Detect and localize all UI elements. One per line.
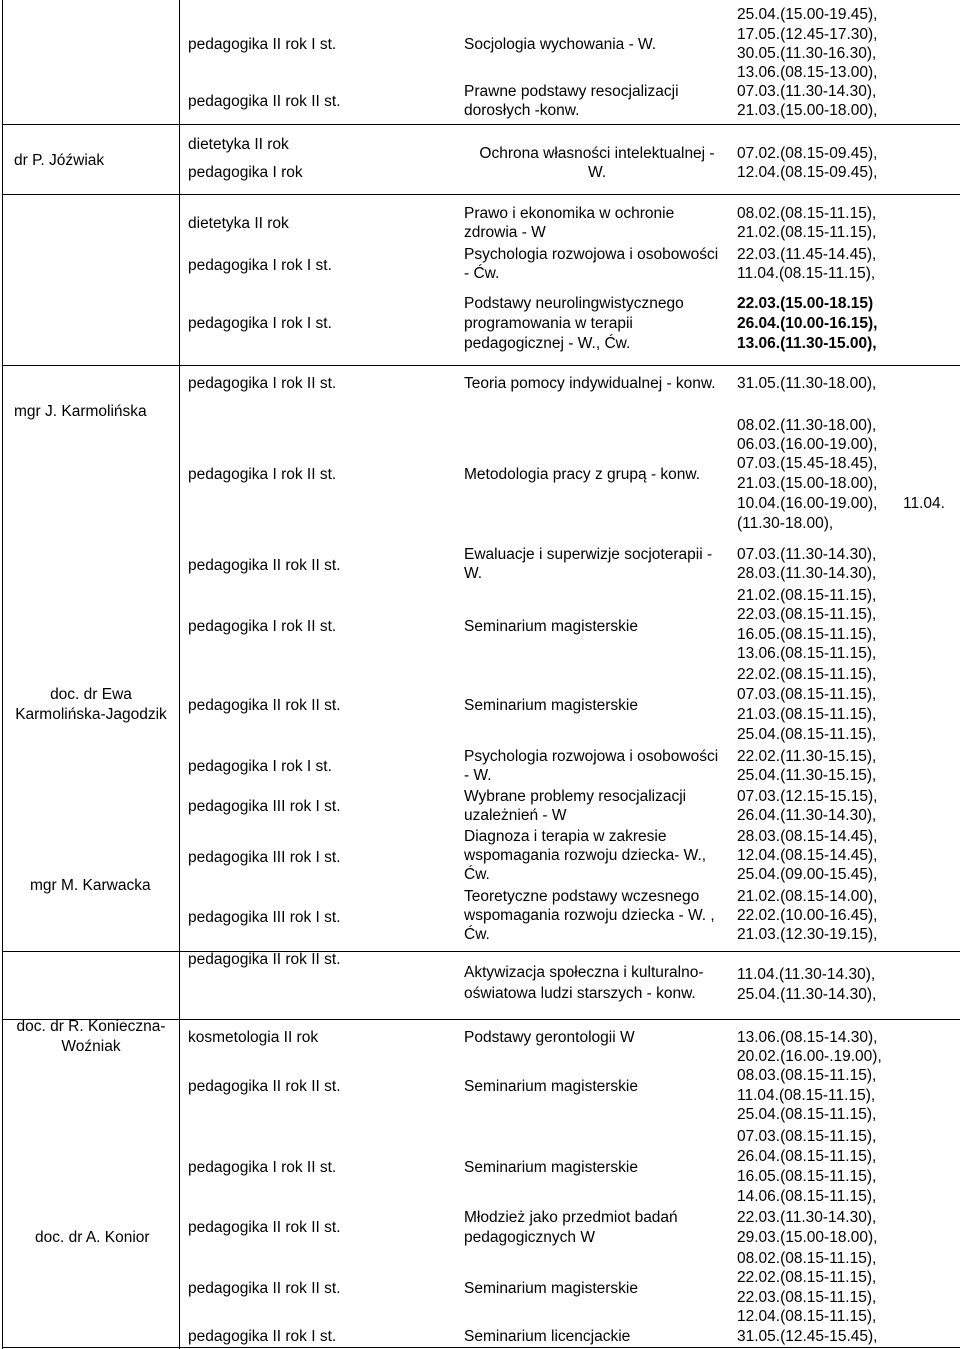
date-entry: (11.30-18.00), — [737, 515, 834, 532]
lecturer-name: doc. dr Ewa — [50, 686, 132, 703]
subject-cell: uzależnień - W — [464, 807, 567, 824]
date-entry: 21.03.(15.00-18.00), — [737, 102, 878, 119]
subject-cell: Socjologia wychowania - W. — [464, 36, 657, 53]
date-entry: 25.04.(11.30-15.15), — [737, 767, 877, 784]
date-entry: 11.04.(11.30-14.30), — [737, 966, 876, 983]
date-entry: 25.04.(11.30-14.30), — [737, 986, 877, 1003]
subject-cell: Ćw. — [464, 926, 490, 943]
date-entry: 12.04.(08.15-11.15), — [737, 1308, 877, 1325]
subject-cell: Podstawy neurolingwistycznego — [464, 295, 684, 312]
date-entry: 12.04.(08.15-09.45), — [737, 164, 878, 181]
date-entry: 08.02.(08.15-11.15), — [737, 1250, 877, 1267]
group-cell: pedagogika I rok — [188, 164, 303, 181]
group-cell: pedagogika II rok II st. — [188, 93, 341, 110]
date-entry: 28.03.(08.15-14.45), — [737, 828, 878, 845]
date-entry: 21.03.(15.00-18.00), — [737, 475, 878, 492]
lecturer-name: Woźniak — [61, 1038, 121, 1055]
date-entry: 25.04.(08.15-11.15), — [737, 1106, 877, 1123]
date-entry: 16.05.(08.15-11.15), — [737, 1168, 877, 1185]
date-entry: 08.03.(08.15-11.15), — [737, 1067, 877, 1084]
date-entry: 13.06.(08.15-14.30), — [737, 1029, 878, 1046]
subject-cell: Metodologia pracy z grupą - konw. — [464, 466, 701, 483]
subject-cell: Wybrane problemy resocjalizacji — [464, 788, 687, 805]
subject-cell: Teoria pomocy indywidualnej - konw. — [464, 375, 716, 392]
date-entry: 21.03.(08.15-11.15), — [737, 706, 877, 723]
subject-cell: dorosłych -konw. — [464, 102, 580, 119]
subject-cell: Seminarium magisterskie — [464, 697, 638, 714]
subject-cell: Teoretyczne podstawy wczesnego — [464, 888, 700, 905]
subject-cell: - W. — [464, 767, 492, 784]
date-entry: 07.03.(11.30-14.30), — [737, 83, 877, 100]
subject-cell: pedagogicznych W — [464, 1229, 595, 1246]
date-entry: 11.04. — [903, 495, 945, 512]
subject-cell: Seminarium licencjackie — [464, 1328, 631, 1345]
subject-cell: Ewaluacje i superwizje socjoterapii - — [464, 546, 713, 563]
date-entry: 31.05.(12.45-15.45), — [737, 1328, 878, 1345]
group-cell: pedagogika I rok I st. — [188, 758, 332, 775]
group-cell: pedagogika II rok I st. — [188, 36, 337, 53]
subject-cell: wspomagania rozwoju dziecka- W., — [464, 847, 707, 864]
table-left-border — [2, 0, 3, 1349]
date-entry: 08.02.(11.30-18.00), — [737, 417, 877, 434]
date-entry: 07.03.(12.15-15.15), — [737, 788, 878, 805]
date-entry: 07.03.(08.15-11.15), — [737, 686, 877, 703]
subject-cell: Ćw. — [464, 866, 490, 883]
subject-cell: oświatowa ludzi starszych - konw. — [464, 985, 696, 1002]
group-cell: pedagogika II rok II st. — [188, 1219, 341, 1236]
date-entry: 28.03.(11.30-14.30), — [737, 565, 877, 582]
date-entry: 16.05.(08.15-11.15), — [737, 626, 877, 643]
group-cell: pedagogika II rok II st. — [188, 951, 341, 968]
subject-cell: Podstawy gerontologii W — [464, 1029, 635, 1046]
subject-cell: Ochrona własności intelektualnej - — [479, 145, 715, 162]
subject-cell: wspomagania rozwoju dziecka - W. , — [464, 907, 715, 924]
subject-cell: W. — [587, 164, 607, 181]
date-entry: 07.03.(15.45-18.45), — [737, 455, 878, 472]
date-entry: 31.05.(11.30-18.00), — [737, 375, 877, 392]
date-entry: 13.06.(11.30-15.00), — [737, 335, 877, 352]
subject-cell: Prawne podstawy resocjalizacji — [464, 83, 679, 100]
date-entry: 29.03.(15.00-18.00), — [737, 1229, 878, 1246]
group-cell: pedagogika II rok I st. — [188, 1328, 337, 1345]
column-divider — [179, 0, 180, 1349]
group-cell: pedagogika I rok II st. — [188, 1159, 337, 1176]
date-entry: 07.03.(08.15-11.15), — [737, 1128, 877, 1145]
group-cell: pedagogika II rok II st. — [188, 1078, 341, 1095]
subject-cell: Seminarium magisterskie — [464, 1078, 638, 1095]
group-cell: pedagogika I rok I st. — [188, 315, 332, 332]
date-entry: 25.04.(09.00-15.45), — [737, 866, 878, 883]
group-cell: pedagogika I rok II st. — [188, 466, 337, 483]
subject-cell: Młodzież jako przedmiot badań — [464, 1209, 678, 1226]
subject-cell: Psychologia rozwojowa i osobowości — [464, 748, 719, 765]
table-bottom-border — [2, 1347, 960, 1348]
subject-cell: Seminarium magisterskie — [464, 1159, 638, 1176]
group-cell: pedagogika I rok II st. — [188, 618, 337, 635]
date-entry: 30.05.(11.30-16.30), — [737, 45, 877, 62]
lecturer-name: doc. dr R. Konieczna- — [16, 1018, 166, 1035]
group-cell: dietetyka II rok — [188, 215, 289, 232]
subject-cell: zdrowia - W — [464, 224, 546, 241]
date-entry: 21.02.(08.15-11.15), — [737, 587, 877, 604]
date-entry: 17.05.(12.45-17.30), — [737, 26, 878, 43]
lecturer-name: mgr M. Karwacka — [30, 877, 151, 894]
subject-cell: Seminarium magisterskie — [464, 1280, 638, 1297]
lecturer-name: Karmolińska-Jagodzik — [15, 706, 167, 723]
lecturer-name: doc. dr A. Konior — [35, 1229, 150, 1246]
row-divider — [2, 365, 960, 366]
row-divider — [2, 951, 960, 952]
group-cell: pedagogika II rok II st. — [188, 557, 341, 574]
subject-cell: W. — [464, 565, 483, 582]
date-entry: 11.04.(08.15-11.15), — [737, 1087, 876, 1104]
date-entry: 22.02.(11.30-15.15), — [737, 748, 877, 765]
date-entry: 21.03.(12.30-19.15), — [737, 926, 878, 943]
date-entry: 07.02.(08.15-09.45), — [737, 145, 878, 162]
date-entry: 22.03.(08.15-11.15), — [737, 1289, 877, 1306]
group-cell: pedagogika II rok II st. — [188, 1280, 341, 1297]
lecturer-name: mgr J. Karmolińska — [14, 403, 147, 420]
date-entry: 10.04.(16.00-19.00), — [737, 495, 878, 512]
row-divider — [2, 194, 960, 195]
subject-cell: Aktywizacja społeczna i kulturalno- — [464, 964, 704, 981]
subject-cell: Psychologia rozwojowa i osobowości — [464, 246, 719, 263]
date-entry: 12.04.(08.15-14.45), — [737, 847, 878, 864]
date-entry: 26.04.(10.00-16.15), — [737, 315, 878, 332]
date-entry: 25.04.(15.00-19.45), — [737, 6, 878, 23]
date-entry: 20.02.(16.00-.19.00), — [737, 1048, 882, 1065]
row-divider — [2, 124, 960, 125]
group-cell: pedagogika I rok I st. — [188, 257, 332, 274]
group-cell: pedagogika II rok II st. — [188, 697, 341, 714]
date-entry: 13.06.(08.15-11.15), — [737, 645, 877, 662]
date-entry: 22.03.(11.45-14.45), — [737, 246, 877, 263]
group-cell: kosmetologia II rok — [188, 1029, 319, 1046]
subject-cell: - Ćw. — [464, 265, 500, 282]
group-cell: pedagogika I rok II st. — [188, 375, 337, 392]
subject-cell: Seminarium magisterskie — [464, 618, 638, 635]
subject-cell: Diagnoza i terapia w zakresie — [464, 828, 667, 845]
subject-cell: pedagogicznej - W., Ćw. — [464, 335, 631, 352]
date-entry: 21.02.(08.15-11.15), — [737, 224, 877, 241]
subject-cell: Prawo i ekonomika w ochronie — [464, 205, 675, 222]
date-entry: 07.03.(11.30-14.30), — [737, 546, 877, 563]
date-entry: 08.02.(08.15-11.15), — [737, 205, 877, 222]
date-entry: 26.04.(08.15-11.15), — [737, 1148, 877, 1165]
date-entry: 22.02.(10.00-16.45), — [737, 907, 878, 924]
date-entry: 06.03.(16.00-19.00), — [737, 436, 878, 453]
date-entry: 21.02.(08.15-14.00), — [737, 888, 878, 905]
date-entry: 22.03.(11.30-14.30), — [737, 1209, 877, 1226]
date-entry: 22.03.(15.00-18.15) — [737, 295, 874, 312]
date-entry: 11.04.(08.15-11.15), — [737, 265, 876, 282]
group-cell: pedagogika III rok I st. — [188, 798, 341, 815]
date-entry: 22.02.(08.15-11.15), — [737, 666, 877, 683]
date-entry: 13.06.(08.15-13.00), — [737, 64, 878, 81]
date-entry: 22.03.(08.15-11.15), — [737, 606, 877, 623]
group-cell: pedagogika III rok I st. — [188, 849, 341, 866]
group-cell: dietetyka II rok — [188, 136, 289, 153]
date-entry: 25.04.(08.15-11.15), — [737, 726, 877, 743]
lecturer-name: dr P. Jóźwiak — [14, 152, 105, 169]
date-entry: 14.06.(08.15-11.15), — [737, 1188, 877, 1205]
date-entry: 26.04.(11.30-14.30), — [737, 807, 877, 824]
subject-cell: programowania w terapii — [464, 315, 633, 332]
group-cell: pedagogika III rok I st. — [188, 909, 341, 926]
date-entry: 22.02.(08.15-11.15), — [737, 1269, 877, 1286]
